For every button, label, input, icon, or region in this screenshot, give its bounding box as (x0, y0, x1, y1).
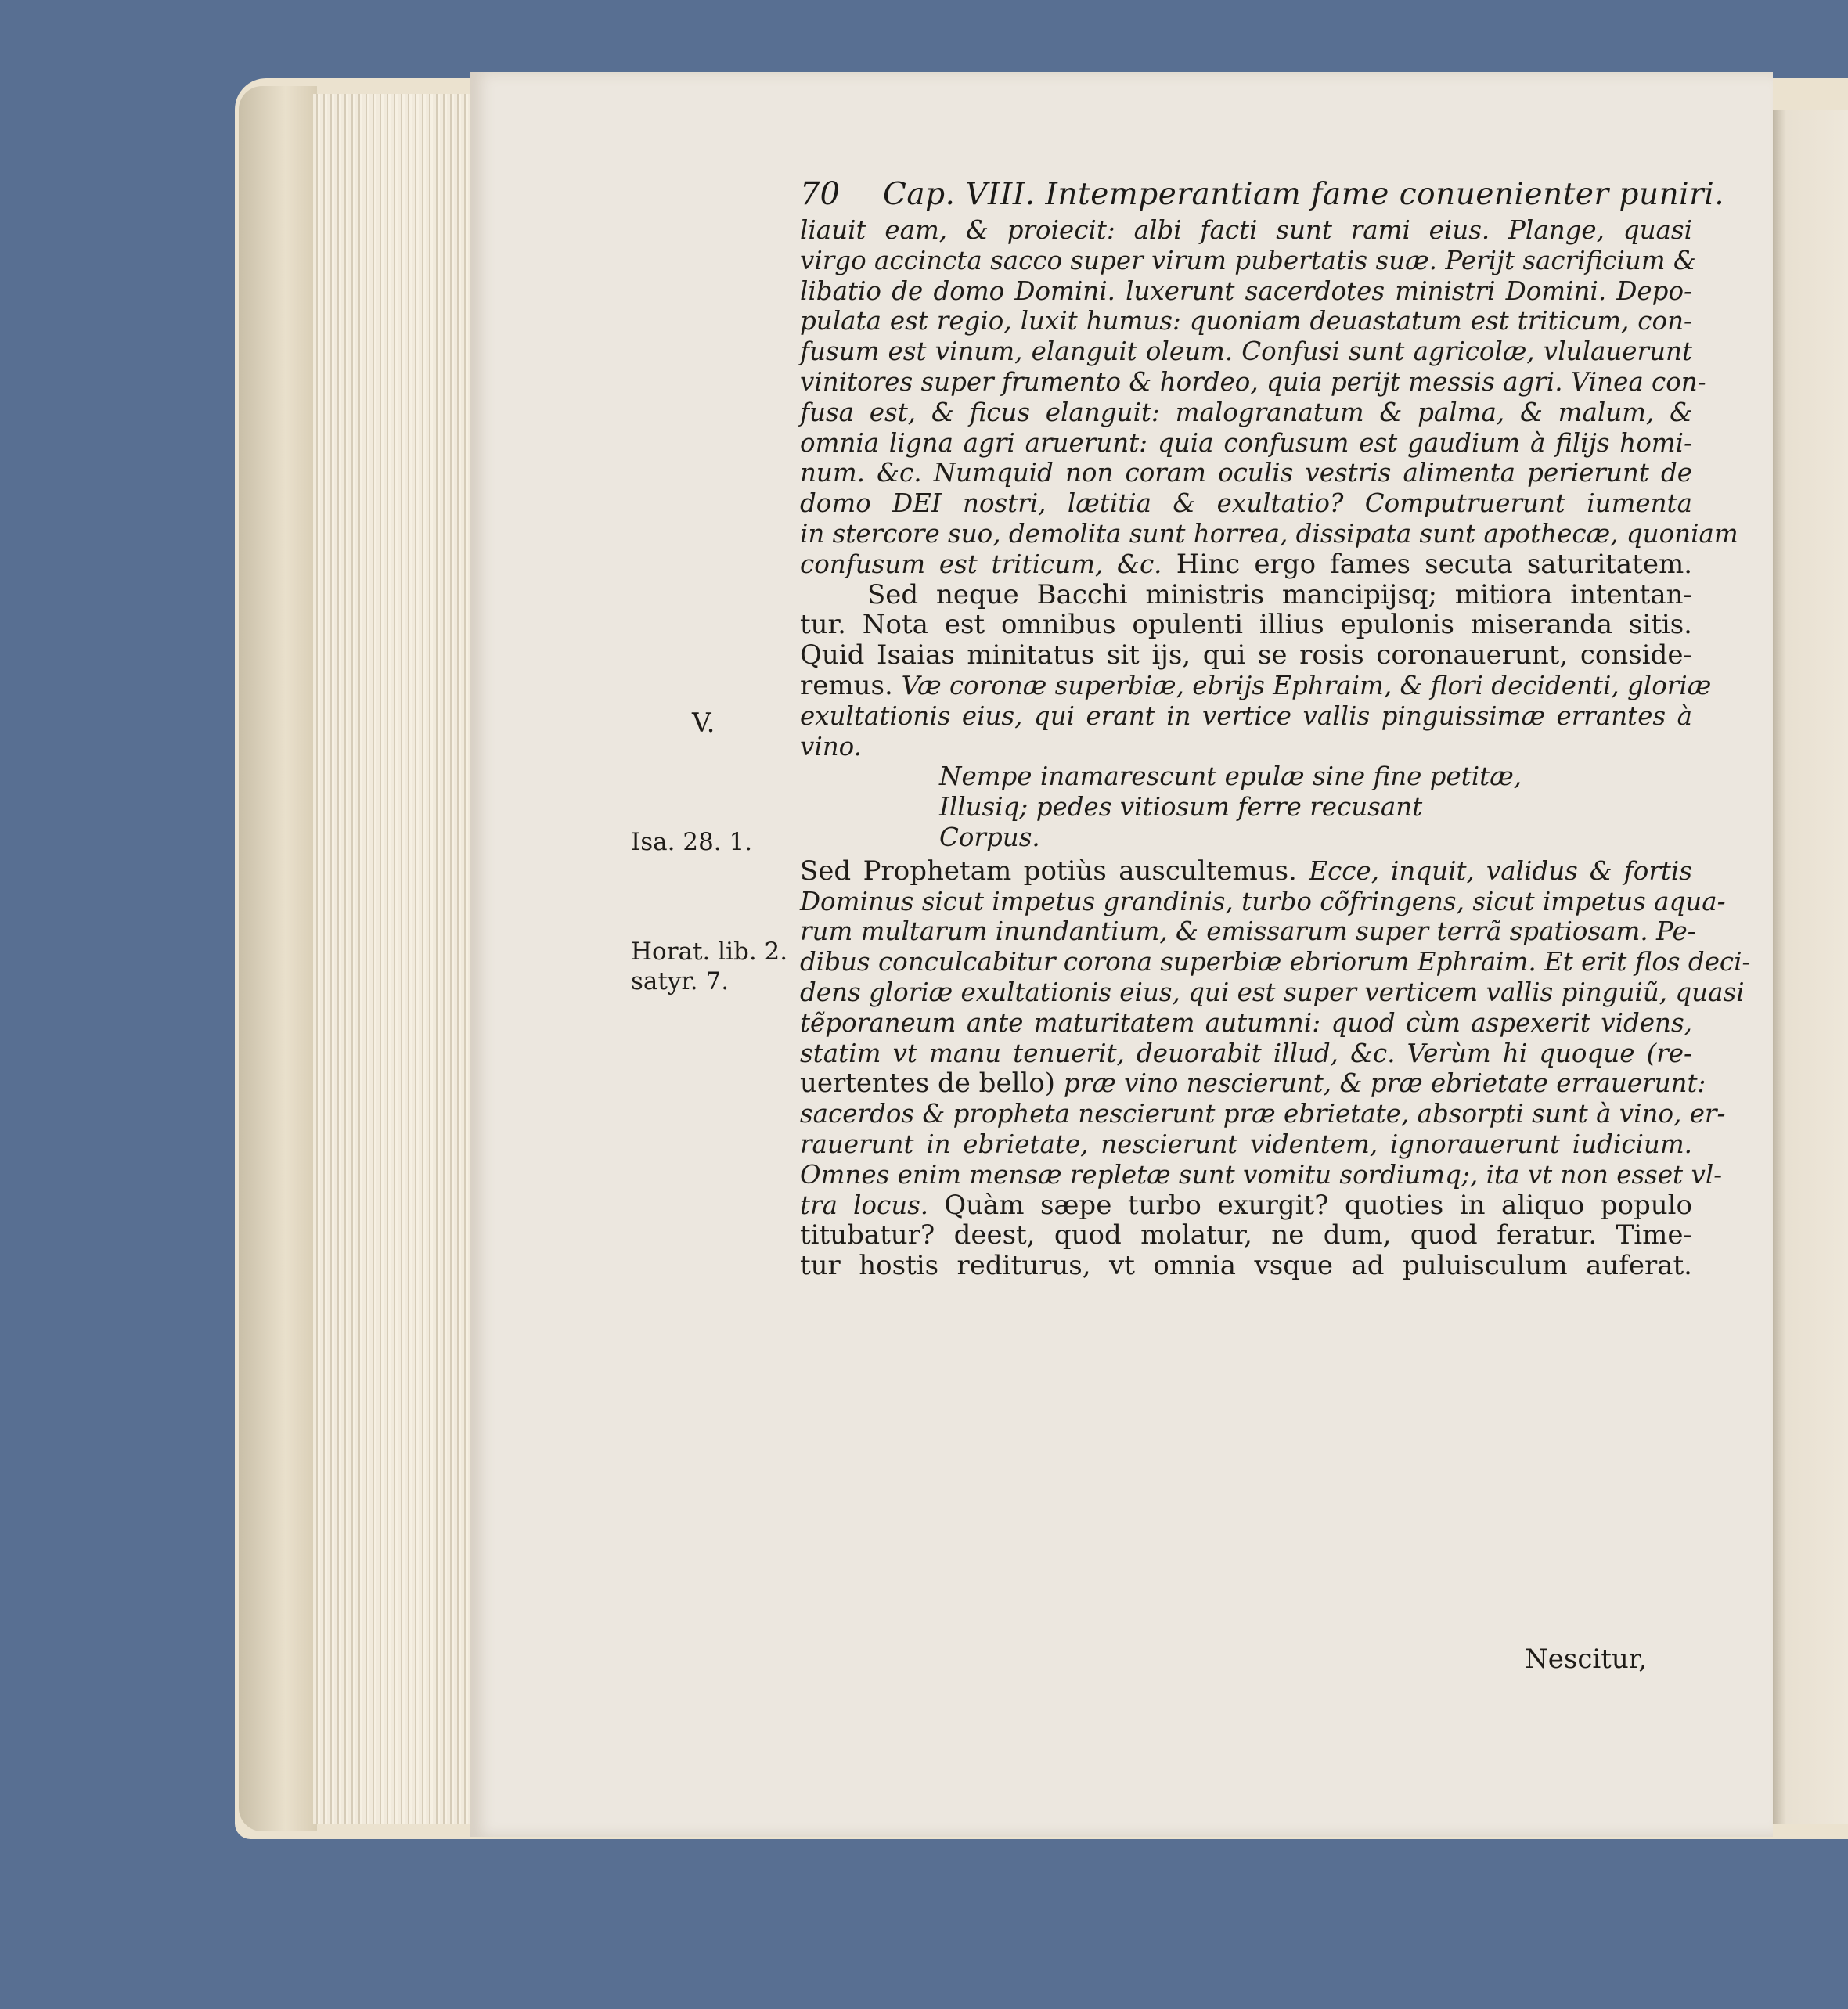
text-line (800, 1191, 1692, 1219)
text-line: tẽporaneum ante maturitatem autumni: quod cùm aspexerit videns, (800, 1007, 1692, 1038)
italic-segment: Ecce, inquit, validus & fortis (1309, 855, 1692, 886)
text-line: in stercore suo, demolita sunt horrea, dissipata sunt apothecæ, quoniam (800, 519, 1738, 549)
text-line: num. &c. Numquid non coram oculis vestris alimenta perierunt de (800, 458, 1692, 488)
roman-segment: Hinc ergo fames secuta saturitatem. (1162, 548, 1693, 580)
text-line: rum multarum inundantium, & emissarum super terrã spatiosam. Pe- (800, 916, 1696, 947)
roman-segment: Quàm sæpe turbo exurgit? quoties in aliquo populo (944, 1189, 1692, 1221)
text-line: vino. (800, 731, 863, 761)
text-line: statim vt manu tenuerit, deuorabit illud, &c. Verùm hi quoque (re- (800, 1038, 1692, 1068)
page-number: 70 (800, 176, 840, 212)
text-line (800, 857, 1692, 885)
text-line: tur hostis rediturus, vt omnia vsque ad puluisculum auferat. (800, 1250, 1692, 1282)
text-line: pulata est regio, luxit humus: quoniam deuastatum est triticum, con- (800, 306, 1692, 337)
text-line: omnia ligna agri aruerunt: quia confusum est gaudium à filijs homi- (800, 427, 1692, 458)
text-line: fusa est, & ficus elanguit: malogranatum & palma, & malum, & (800, 397, 1692, 427)
text-line: Dominus sicut impetus grandinis, turbo cõfringens, sicut impetus aqua- (800, 886, 1726, 916)
roman-segment: Sed Prophetam potiùs auscultemus. (800, 855, 1309, 887)
text-line: exultationis eius, qui erant in vertice vallis pinguissimæ errantes à (800, 700, 1692, 731)
text-line: domo DEI nostri, lætitia & exultatio? Computruerunt iumenta (800, 488, 1692, 519)
facing-page-edge (1771, 110, 1848, 1824)
text-line: tur. Nota est omnibus opulenti illius epulonis miseranda sitis. (800, 609, 1692, 641)
margin-reference-isaiah: Isa. 28. 1. (631, 828, 753, 856)
text-line: dibus conculcabitur corona superbiæ ebriorum Ephraim. Et erit flos deci- (800, 947, 1751, 977)
running-head: Cap. VIII. Intemperantiam fame conuenienter puniri. (883, 177, 1725, 212)
book-spine (239, 86, 317, 1831)
text-line: Omnes enim mensæ repletæ sunt vomitu sordiumq;, ita vt non esset vl- (800, 1159, 1723, 1190)
text-line: Corpus. (939, 823, 1040, 852)
text-line: Illusiq; pedes vitiosum ferre recusant (939, 792, 1423, 823)
text-line: Nempe inamarescunt epulæ sine fine petitæ, (939, 761, 1522, 792)
text-line: fusum est vinum, elanguit oleum. Confusi sunt agricolæ, vlulauerunt (800, 337, 1692, 367)
text-line: dens gloriæ exultationis eius, qui est super verticem vallis pinguiũ, quasi (800, 977, 1745, 1007)
text-line: virgo accincta sacco super virum pubertatis suæ. Perijt sacrificium & (800, 245, 1696, 275)
text-line: libatio de domo Domini. luxerunt sacerdotes ministri Domini. Depo- (800, 275, 1692, 306)
text-line: Sed neque Bacchi ministris mancipijsq; mitiora intentan- (867, 578, 1692, 610)
text-line: sacerdos & propheta nescierunt præ ebrietate, absorpti sunt à vino, er- (800, 1099, 1726, 1129)
italic-segment: tra locus. (800, 1190, 945, 1220)
text-line: rauerunt in ebrietate, nescierunt videntem, ignorauerunt iudicium. (800, 1129, 1692, 1159)
page-edges (313, 94, 477, 1824)
text-line (800, 670, 1712, 701)
catchword: Nescitur, (1525, 1644, 1648, 1675)
margin-reference-horace: Horat. lib. 2. (631, 938, 788, 966)
text-line: vinitores super frumento & hordeo, quia perijt messis agri. Vinea con- (800, 367, 1706, 397)
text-line (800, 1068, 1706, 1100)
text-line: titubatur? deest, quod molatur, ne dum, quod feratur. Time- (800, 1219, 1692, 1251)
text-line: liauit eam, & proiecit: albi facti sunt rami eius. Plange, quasi (800, 215, 1692, 245)
roman-segment: remus. (800, 670, 902, 701)
text-line (800, 550, 1692, 578)
italic-segment: præ vino nescierunt, & præ ebrietate errauerunt: (1063, 1068, 1706, 1099)
section-number: V. (692, 707, 715, 739)
italic-segment: confusum est triticum, &c. (800, 549, 1162, 579)
roman-segment: uertentes de bello) (800, 1068, 1064, 1100)
text-line: Quid Isaias minitatus sit ijs, qui se rosis coronauerunt, conside- (800, 639, 1692, 671)
margin-reference-horace-satire: satyr. 7. (631, 967, 729, 995)
italic-segment: Væ coronæ superbiæ, ebrijs Ephraim, & flori decidenti, gloriæ (901, 671, 1712, 700)
